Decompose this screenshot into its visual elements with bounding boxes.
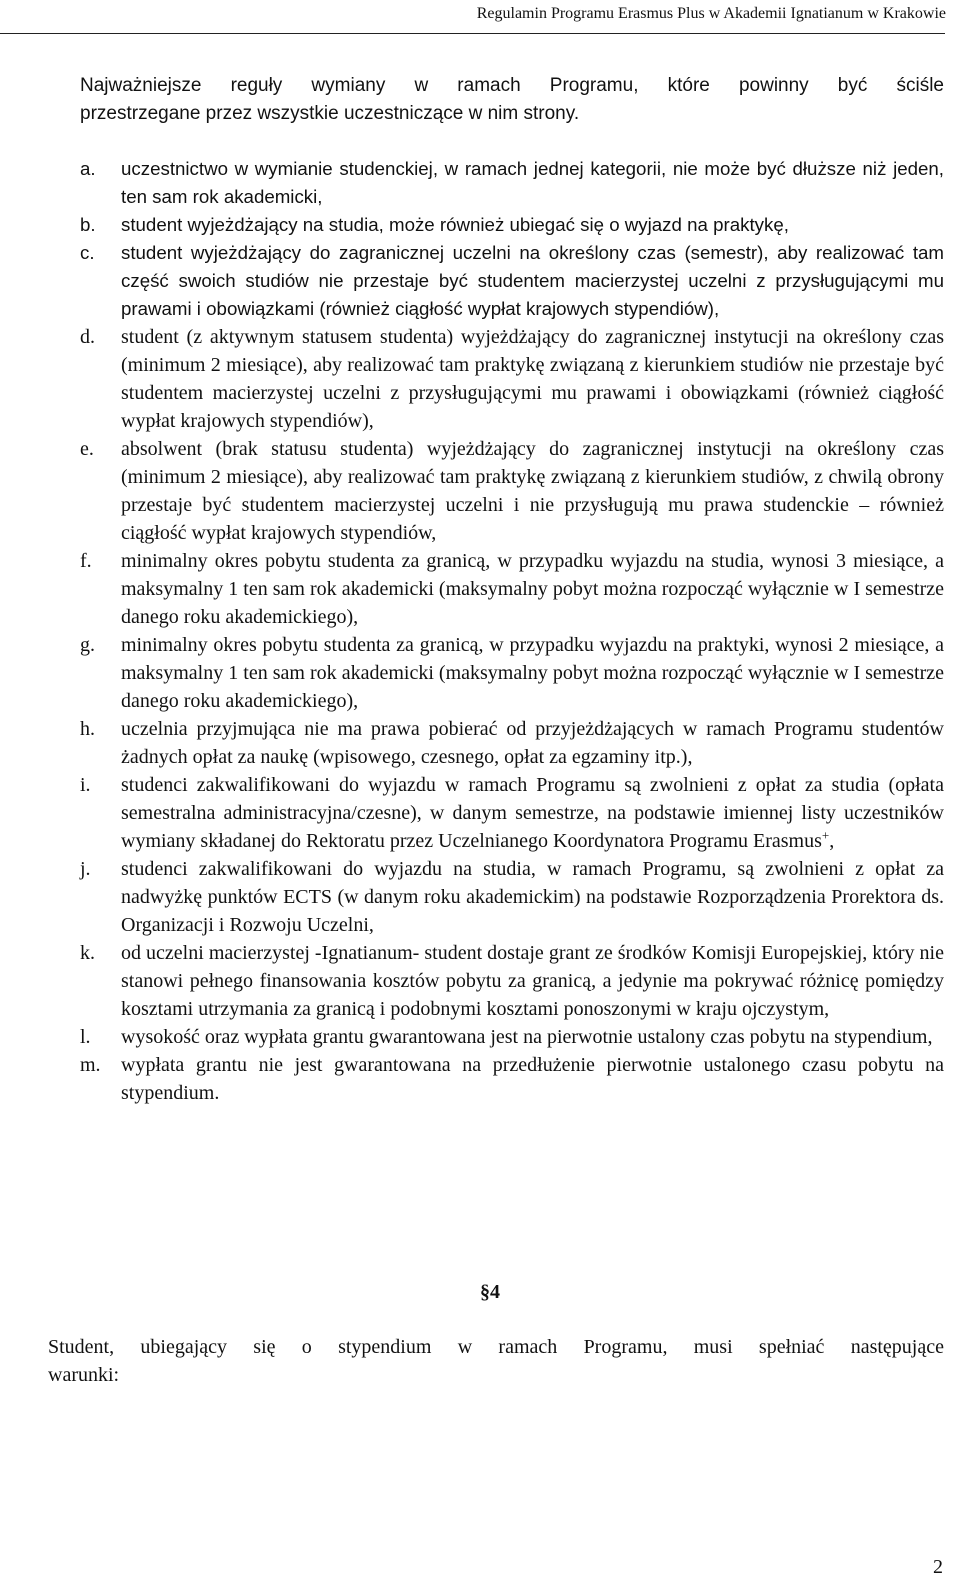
list-item-text: student (z aktywnym statusem studenta) wyjeżdżający do zagranicznej instytucji na określony czas (minimum 2 miesiące), aby realizować tam praktykę związaną z kierunkiem studiów nie przestaje być studentem macierzystej uczelni z przysługującymi mu prawami i obowiązkami (również ciągłość wypłat krajowych stypendiów), — [121, 326, 944, 432]
page-number: 2 — [933, 1556, 943, 1578]
list-item-text: minimalny okres pobytu studenta za granicą, w przypadku wyjazdu na studia, wynosi 3 miesiące, a maksymalny 1 ten sam rok akademicki (maksymalny pobyt można rozpocząć wyłącznie w I semestrze danego roku akademickiego), — [121, 550, 944, 628]
list-item-j — [80, 855, 944, 939]
intro-paragraph — [80, 72, 944, 128]
list-item-text: uczestnictwo w wymianie studenckiej, w ramach jednej kategorii, nie może być dłuższe niż jeden, ten sam rok akademicki, — [121, 158, 944, 207]
list-item-i — [80, 771, 944, 855]
intro-line-2: przestrzegane przez wszystkie uczestniczące w nim strony. — [80, 103, 580, 124]
list-item-text: wypłata grantu nie jest gwarantowana na przedłużenie pierwotnie ustalonego czasu pobytu na stypendium. — [121, 1054, 944, 1104]
list-item-text: student wyjeżdżający na studia, może również ubiegać się o wyjazd na praktykę, — [121, 214, 789, 235]
list-item-text: uczelnia przyjmująca nie ma prawa pobierać od przyjeżdżających w ramach Programu studentów żadnych opłat za naukę (wpisowego, czesnego, opłat za egzaminy itp.), — [121, 718, 944, 768]
outro-paragraph — [48, 1333, 944, 1389]
list-item-g — [80, 631, 944, 715]
list-marker: b. — [80, 214, 96, 235]
list-marker: j. — [80, 858, 91, 880]
list-marker: f. — [80, 550, 92, 572]
list-item-c — [80, 239, 944, 323]
list-item-text: student wyjeżdżający do zagranicznej uczelni na określony czas (semestr), aby realizować tam część swoich studiów nie przestaje być studentem macierzystej uczelni z przysługującymi mu prawami i obowiązkami (również ciągłość wypłat krajowych stypendiów), — [121, 242, 944, 319]
list-item-d — [80, 323, 944, 435]
list-marker: d. — [80, 326, 95, 348]
superscript-plus: + — [821, 827, 830, 843]
list-item-m — [80, 1051, 944, 1107]
list-item-text: wysokość oraz wypłata grantu gwarantowana jest na pierwotnie ustalony czas pobytu na stypendium, — [121, 1026, 933, 1048]
list-item-h — [80, 715, 944, 771]
list-item-l — [80, 1023, 944, 1051]
list-item-text: od uczelni macierzystej -Ignatianum- student dostaje grant ze środków Komisji Europejskiej, który nie stanowi pełnego finansowania kosztów pobytu za granicą, a jedynie ma pokrywać różnicę pomiędzy kosztami utrzymania za granicą i podobnymi kosztami ponoszonymi w kraju ojczystym, — [121, 942, 944, 1020]
list-marker: g. — [80, 634, 95, 656]
intro-line-1: Najważniejsze reguły wymiany w ramach Programu, które powinny być ściśle — [80, 75, 944, 96]
list-marker: c. — [80, 242, 95, 263]
rules-list — [80, 155, 944, 1107]
list-marker: a. — [80, 158, 96, 179]
list-item-text: minimalny okres pobytu studenta za granicą, w przypadku wyjazdu na praktyki, wynosi 2 miesiące, a maksymalny 1 ten sam rok akademicki (maksymalny pobyt można rozpocząć wyłącznie w I semestrze danego roku akademickiego), — [121, 634, 944, 712]
list-item-e — [80, 435, 944, 547]
header-divider — [0, 33, 945, 34]
list-marker: k. — [80, 942, 95, 964]
outro-line-2: warunki: — [48, 1364, 120, 1386]
list-item-a — [80, 155, 944, 211]
running-header: Regulamin Programu Erasmus Plus w Akademii Ignatianum w Krakowie — [476, 5, 946, 22]
list-item-tail: , — [829, 830, 835, 852]
list-marker: i. — [80, 774, 91, 796]
list-marker: m. — [80, 1054, 101, 1076]
list-item-f — [80, 547, 944, 631]
section-heading: §4 — [480, 1281, 500, 1303]
list-marker: h. — [80, 718, 95, 740]
list-marker: l. — [80, 1026, 91, 1048]
list-item-text: absolwent (brak statusu studenta) wyjeżdżający do zagranicznej instytucji na określony czas (minimum 2 miesiące), aby realizować tam praktykę związaną z kierunkiem studiów, z chwilą obrony przestaje być studentem macierzystej uczelni i nie przysługują mu prawa studenckie – również ciągłość wypłat krajowych stypendiów, — [121, 438, 944, 544]
list-item-text: studenci zakwalifikowani do wyjazdu na studia, w ramach Programu, są zwolnieni z opłat za nadwyżkę punktów ECTS (w danym roku akademickim) na podstawie Rozporządzenia Prorektora ds. Organizacji i Rozwoju Uczelni, — [121, 858, 944, 936]
list-item-b — [80, 211, 944, 239]
list-item-k — [80, 939, 944, 1023]
list-marker: e. — [80, 438, 94, 460]
outro-line-1: Student, ubiegający się o stypendium w ramach Programu, musi spełniać następujące — [48, 1336, 944, 1358]
list-item-text: studenci zakwalifikowani do wyjazdu w ramach Programu są zwolnieni z opłat za studia (opłata semestralna administracyjna/czesne), w danym semestrze, na podstawie imiennej listy uczestników wymiany składanej do Rektoratu przez Uczelnianego Koordynatora Programu Erasmus — [121, 774, 944, 852]
